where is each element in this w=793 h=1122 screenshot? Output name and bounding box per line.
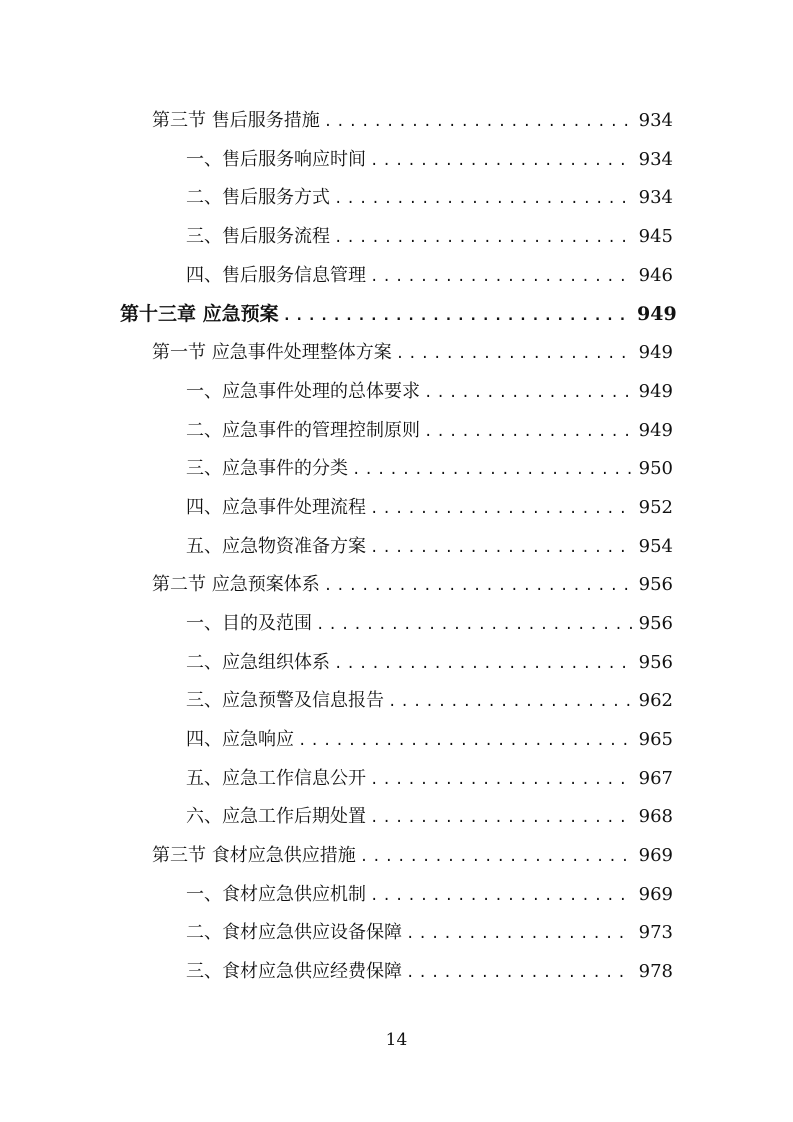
- toc-entry-item[interactable]: [0, 179, 793, 218]
- toc-entry-page: 965: [638, 729, 673, 750]
- dot-leader: [334, 180, 633, 219]
- toc-entry-section[interactable]: [0, 837, 793, 876]
- toc-entry-title: 一、应急事件处理的总体要求: [186, 380, 420, 402]
- toc-entry-page: 962: [638, 690, 673, 712]
- toc-entry-title: 四、应急响应: [186, 729, 294, 750]
- dot-leader: [370, 490, 633, 529]
- dot-leader: [388, 683, 633, 722]
- toc-entry-title: 二、应急组织体系: [186, 651, 330, 673]
- dot-leader: [406, 915, 633, 954]
- dot-leader: [370, 258, 633, 297]
- toc-entry-item[interactable]: [0, 644, 793, 683]
- toc-entry-title: 五、应急工作信息公开: [186, 767, 366, 789]
- toc-entry-page: 934: [638, 148, 673, 170]
- toc-entry-page: 934: [638, 187, 673, 209]
- dot-leader: [360, 838, 633, 877]
- toc-entry-page: 973: [638, 922, 673, 944]
- toc-entry-item[interactable]: [0, 373, 793, 412]
- toc-entry-page: 949: [638, 380, 673, 402]
- toc-entry-item[interactable]: [0, 257, 793, 296]
- toc-entry-title: 第十三章 应急预案: [120, 303, 279, 326]
- toc-entry-title: 三、食材应急供应经费保障: [186, 961, 402, 983]
- toc-entry-title: 四、应急事件处理流程: [186, 496, 366, 518]
- toc-entry-title: 二、应急事件的管理控制原则: [186, 419, 420, 441]
- toc-entry-page: 956: [638, 651, 673, 673]
- toc-entry-item[interactable]: [0, 218, 793, 257]
- toc-entry-page: 954: [638, 535, 673, 557]
- dot-leader: [370, 142, 633, 181]
- dot-leader: [324, 567, 633, 606]
- toc-entry-item[interactable]: [0, 682, 793, 721]
- toc-entry-title: 二、售后服务方式: [186, 187, 330, 209]
- toc-entry-page: 949: [638, 342, 673, 364]
- toc-entry-title: 四、售后服务信息管理: [186, 264, 366, 286]
- toc-entry-page: 949: [637, 303, 677, 326]
- toc-entry-page: 946: [638, 264, 673, 286]
- dot-leader: [334, 219, 633, 258]
- table-of-contents: [0, 102, 793, 992]
- toc-entry-section[interactable]: [0, 566, 793, 605]
- dot-leader: [334, 645, 633, 684]
- toc-entry-title: 二、食材应急供应设备保障: [186, 922, 402, 944]
- dot-leader: [370, 761, 633, 800]
- toc-entry-page: 969: [638, 883, 673, 905]
- toc-entry-item[interactable]: [0, 141, 793, 180]
- toc-entry-title: 六、应急工作后期处置: [186, 806, 366, 828]
- toc-entry-title: 三、售后服务流程: [186, 226, 330, 248]
- dot-leader: [396, 335, 633, 374]
- toc-entry-title: 一、食材应急供应机制: [186, 883, 366, 905]
- toc-entry-section[interactable]: [0, 102, 793, 141]
- dot-leader: [406, 954, 633, 993]
- toc-entry-page: 967: [638, 767, 673, 789]
- toc-entry-chapter[interactable]: [0, 295, 793, 334]
- toc-entry-item[interactable]: [0, 914, 793, 953]
- dot-leader: [352, 451, 633, 490]
- toc-entry-item[interactable]: [0, 412, 793, 451]
- toc-entry-title: 三、应急事件的分类: [186, 458, 348, 480]
- toc-entry-item[interactable]: [0, 876, 793, 915]
- dot-leader: [370, 529, 633, 568]
- page-number: 14: [385, 1030, 408, 1050]
- toc-entry-section[interactable]: [0, 334, 793, 373]
- dot-leader: [424, 374, 633, 413]
- dot-leader: [298, 722, 633, 761]
- dot-leader: [324, 103, 633, 142]
- dot-leader: [283, 297, 631, 336]
- toc-entry-title: 第二节 应急预案体系: [152, 574, 320, 596]
- toc-entry-title: 三、应急预警及信息报告: [186, 690, 384, 712]
- toc-entry-item[interactable]: [0, 760, 793, 799]
- toc-entry-page: 968: [638, 806, 673, 828]
- toc-entry-item[interactable]: [0, 953, 793, 992]
- toc-entry-item[interactable]: [0, 450, 793, 489]
- toc-entry-page: 945: [638, 226, 673, 248]
- toc-entry-title: 第三节 售后服务措施: [152, 110, 320, 131]
- toc-entry-item[interactable]: [0, 721, 793, 760]
- toc-entry-page: 950: [638, 458, 673, 480]
- toc-entry-page: 978: [638, 961, 673, 983]
- toc-entry-page: 952: [638, 496, 673, 518]
- toc-entry-title: 第一节 应急事件处理整体方案: [152, 342, 392, 364]
- dot-leader: [424, 413, 633, 452]
- toc-entry-title: 一、售后服务响应时间: [186, 148, 366, 170]
- toc-entry-title: 一、目的及范围: [186, 612, 312, 634]
- toc-entry-item[interactable]: [0, 605, 793, 644]
- toc-entry-page: 934: [638, 110, 673, 131]
- toc-entry-page: 969: [638, 845, 673, 867]
- toc-entry-title: 五、应急物资准备方案: [186, 535, 366, 557]
- toc-entry-item[interactable]: [0, 489, 793, 528]
- toc-entry-title: 第三节 食材应急供应措施: [152, 845, 356, 867]
- toc-entry-page: 956: [638, 612, 673, 634]
- toc-entry-page: 956: [638, 574, 673, 596]
- dot-leader: [370, 799, 633, 838]
- dot-leader: [370, 877, 633, 916]
- toc-entry-item[interactable]: [0, 798, 793, 837]
- toc-entry-page: 949: [638, 419, 673, 441]
- toc-entry-item[interactable]: [0, 528, 793, 567]
- dot-leader: [316, 606, 633, 645]
